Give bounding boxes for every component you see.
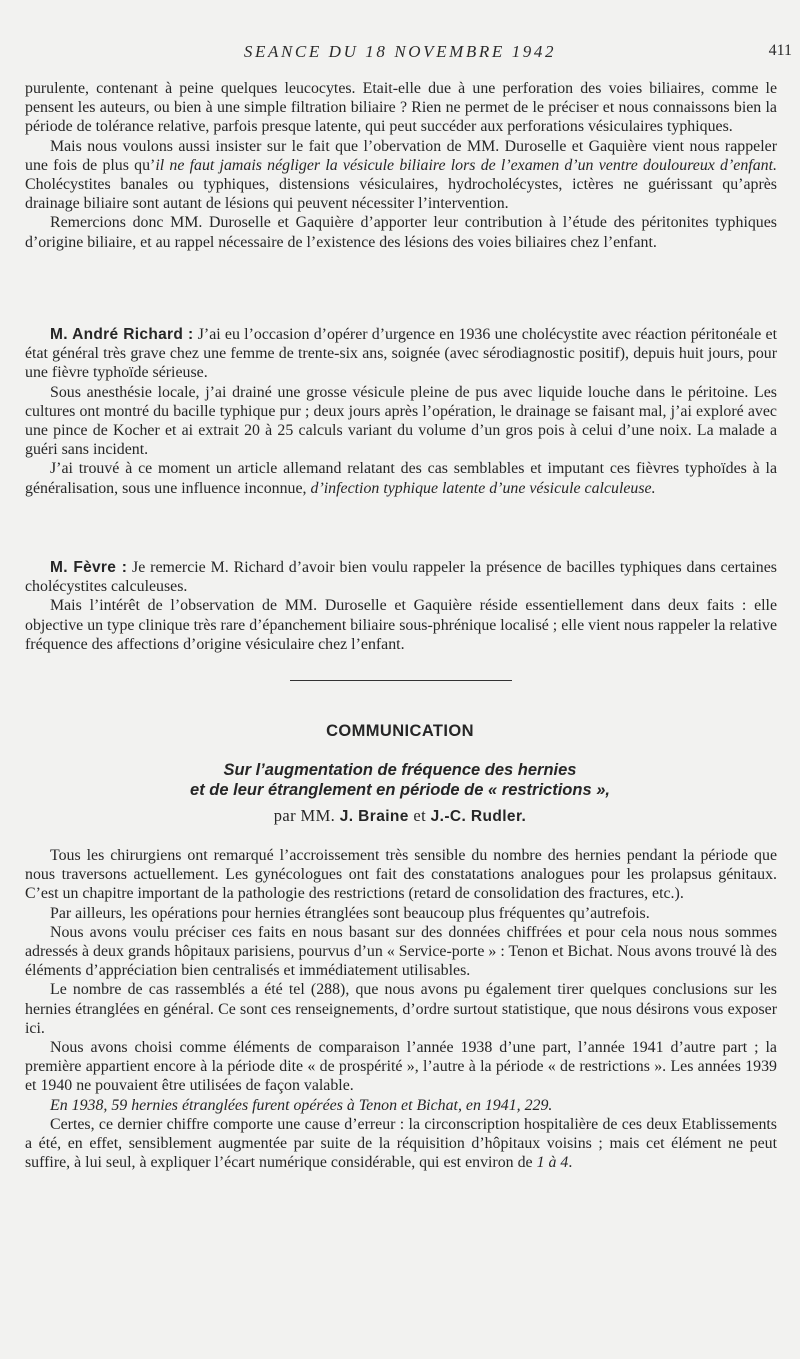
text-run: J’ai trouvé à ce moment un article allemand relatant des cas semblables et imputant ces fièvres typhoïdes à la généralisation, sous une influence inconnue, (25, 460, 777, 497)
speaker-name: M. Fèvre : (50, 559, 128, 576)
paragraph (25, 558, 777, 596)
paragraph: Par ailleurs, les opérations pour hernies étranglées sont beaucoup plus fréquentes qu’autrefois. (50, 904, 650, 922)
text-run: Mais nous voulons aussi insister sur le fait que l’obervation de MM. Duroselle et Gaquière vient nous rappeler une fois de plus qu’ (25, 137, 777, 174)
paragraph: Sous anesthésie locale, j’ai drainé une grosse vésicule pleine de pus avec liquide louche dans le péritoine. Les cultures ont montré du bacille typhique pur ; deux jours après l’opération, le drainage se faisant mal, j’ai exploré avec une pince de Kocher et ai extrait 20 à 25 calculs variant du volume d’un gros pois à celui d’une noix. La malade a guéri sans incident. (25, 383, 777, 459)
paragraph: Nous avons choisi comme éléments de comparaison l’année 1938 d’une part, l’année 1941 d’autre part ; la première appartient encore à la période dite « de prospérité », l’autre à la période « de restrictions ». Les années 1939 et 1940 ne pouvaient être utilisées de façon valable. (25, 1039, 777, 1095)
article-title-line: Sur l’augmentation de fréquence des hernies (223, 761, 577, 779)
text-run: . (568, 1154, 573, 1172)
emphasis: 1 à 4 (536, 1154, 569, 1172)
richard-remarks (25, 325, 777, 498)
paragraph: Mais l’intérêt de l’observation de MM. Duroselle et Gaquière réside essentiellement dans deux faits : elle objective un type clinique très rare d’épanchement biliaire sous-phrénique localisé ; elle vient nous rappeler la relative fréquence des affections d’origine vésiculaire chez l’enfant. (25, 597, 777, 653)
running-head (0, 42, 800, 64)
paragraph (25, 1096, 777, 1115)
byline (0, 806, 800, 826)
paragraph (25, 459, 777, 497)
paragraph: purulente, contenant à peine quelques leucocytes. Etait-elle due à une perforation des voies biliaires, comme le pensent les auteurs, ou bien à une simple filtration biliaire ? Rien ne permet de le préciser et nous connaissons bien la période de tolérance relative, parfois presque latente, qui peut succéder aux perforations vésiculaires typhiques. (25, 80, 777, 136)
speaker-name: M. André Richard : (50, 326, 194, 343)
emphasis: il ne faut jamais négliger la vésicule biliaire lors de l’examen d’un ventre douloureux d’enfant. (155, 156, 777, 174)
paragraph: Le nombre de cas rassemblés a été tel (288), que nous avons pu également tirer quelques conclusions sur les hernies étranglées en général. Ce sont ces renseignements, d’ordre surtout statistique, que nous désirons vous exposer ici. (25, 981, 777, 1037)
article-title (0, 760, 800, 800)
paragraph: Remercions donc MM. Duroselle et Gaquière d’apporter leur contribution à l’étude des péritonites typhiques d’origine biliaire, et au rappel nécessaire de l’existence des lésions des voies biliaires chez l’enfant. (25, 214, 777, 251)
running-title: SEANCE DU 18 NOVEMBRE 1942 (243, 42, 557, 61)
paragraph: Tous les chirurgiens ont remarqué l’accroissement très sensible du nombre des hernies pendant la période que nous traversons actuellement. Les gynécologues ont fait des constatations analogues pour les prolapsus génitaux. C’est un chapitre important de la pathologie des restrictions (retard de consolidation des fractures, etc.). (25, 847, 777, 903)
byline-prefix: par MM. (273, 806, 340, 825)
paragraph: Nous avons voulu préciser ces faits en nous basant sur des données chiffrées et pour cela nous nous sommes adressés à deux grands hôpitaux parisiens, pourvus d’un « Service-porte » : Tenon et Bichat. Nous avons trouvé là des éléments d’appréciation bien centralisés et immédiatement utilisables. (25, 923, 777, 980)
article-title-line: et de leur étranglement en période de « restrictions », (190, 781, 610, 799)
paragraph (25, 137, 777, 214)
section-divider (290, 680, 512, 681)
page-number: 411 (768, 42, 792, 59)
article-body (25, 846, 777, 1172)
section-heading: COMMUNICATION (326, 722, 474, 740)
text-run: J’ai eu l’occasion d’opérer d’urgence en 1936 une cholécystite avec réaction péritonéale et état général très grave chez une femme de trente-six ans, soignée (avec sérodiagnostic positif), depuis huit jours, pour une fièvre typhoïde sérieuse. (25, 326, 777, 382)
text-run: Cholécystites banales ou typhiques, distensions vésiculaires, hydrocholécystes, ictères ne guérissant qu’après drainage biliaire sont autant de lésions qui peuvent nécessiter l’intervention. (25, 176, 777, 213)
paragraph (25, 325, 777, 383)
paragraph (25, 1115, 777, 1173)
emphasis: En 1938, 59 hernies étranglées furent opérées à Tenon et Bichat, en 1941, 229. (50, 1096, 553, 1114)
text-run: Certes, ce dernier chiffre comporte une cause d’erreur : la circonscription hospitalière de ces deux Etablissements a été, en effet, sensiblement augmentée par suite de la réquisition d’hôpitaux voisins ; mais cet élément ne peut suffire, à lui seul, à expliquer l’écart numérique considérable, qui est environ de (25, 1115, 777, 1172)
text-run: Je remercie M. Richard d’avoir bien voulu rappeler la présence de bacilles typhiques dans certaines cholécystites calculeuses. (25, 559, 777, 596)
author-name: J. Braine (339, 808, 409, 825)
emphasis: d’infection typhique latente d’une vésicule calculeuse. (310, 479, 656, 497)
fevre-remarks (25, 558, 777, 654)
byline-conjunction: et (408, 806, 431, 825)
author-name: J.-C. Rudler. (430, 808, 527, 825)
discussion-block (25, 79, 777, 252)
